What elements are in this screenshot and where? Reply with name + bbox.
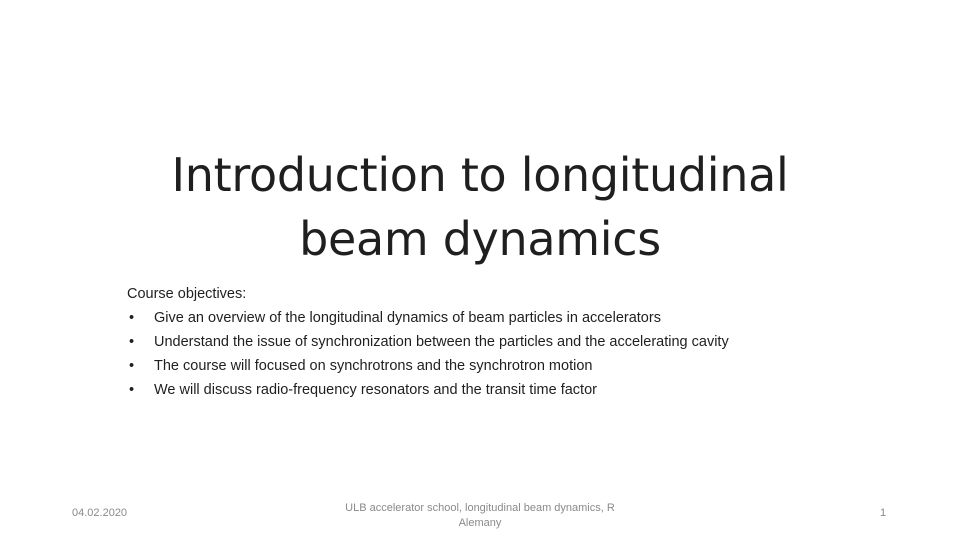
page-number: 1 <box>879 507 887 519</box>
objective-text: We will discuss radio-frequency resonators and the transit time factor <box>154 382 597 398</box>
slide-title-line-1: Introduction to longitudinal <box>171 148 789 202</box>
footer-course-info-line-2: Alemany <box>458 517 502 529</box>
objectives-list <box>127 306 827 402</box>
objective-item <box>127 330 827 354</box>
objective-text: Understand the issue of synchronization between the particles and the accelerating cavity <box>154 334 729 350</box>
slide-title <box>120 143 840 271</box>
course-objectives <box>127 282 827 402</box>
bullet-icon: • <box>129 358 135 374</box>
footer-date: 04.02.2020 <box>72 507 128 519</box>
objective-text: The course will focused on synchrotrons and the synchrotron motion <box>154 358 593 374</box>
bullet-icon: • <box>129 310 135 326</box>
objective-item <box>127 306 827 330</box>
bullet-icon: • <box>129 382 135 398</box>
bullet-icon: • <box>129 334 135 350</box>
objective-item <box>127 378 827 402</box>
objectives-heading: Course objectives: <box>127 286 247 302</box>
slide-title-line-2: beam dynamics <box>299 212 661 266</box>
footer-course-info <box>330 501 630 531</box>
footer-course-info-line-1: ULB accelerator school, longitudinal beam dynamics, R <box>345 502 615 514</box>
objective-item <box>127 354 827 378</box>
objective-text: Give an overview of the longitudinal dynamics of beam particles in accelerators <box>154 310 661 326</box>
